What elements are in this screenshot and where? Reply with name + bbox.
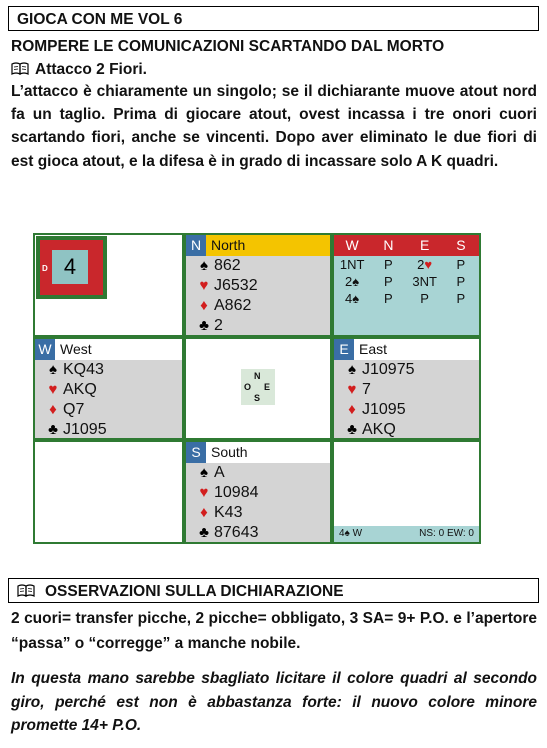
west-name: West xyxy=(60,341,92,357)
lead-line xyxy=(11,58,537,81)
south-diamonds: ♦ K43 xyxy=(186,503,330,523)
north-hearts: ♥ J6532 xyxy=(186,276,330,296)
observations-paragraph-1: 2 cuori= transfer picche, 2 picche= obbligato, 3 SA= 9+ P.O. e l’apertore “passa” o “correggе” a manche nobile. xyxy=(11,610,537,652)
diamond-icon: ♦ xyxy=(49,401,57,418)
west-diamonds: ♦ Q7 xyxy=(35,400,182,420)
heart-icon: ♥ xyxy=(199,484,209,501)
east-diamonds: ♦ J1095 xyxy=(334,400,479,420)
east-spades: ♠ J10975 xyxy=(334,360,479,380)
north-diamonds: ♦ A862 xyxy=(186,296,330,316)
bidding-row: 2♠ P 3NT P xyxy=(345,274,466,289)
south-clubs: ♣ 87643 xyxy=(186,523,330,543)
contract-label: 4♠ W xyxy=(339,528,363,539)
book-icon xyxy=(11,62,29,75)
north-spades: ♠ 862 xyxy=(186,256,330,276)
heart-icon: ♥ xyxy=(347,381,357,398)
header-title-text: GIOCA CON ME VOL 6 xyxy=(17,11,183,28)
board-number: 4 xyxy=(63,254,77,279)
observations-header xyxy=(8,578,539,603)
west-hand xyxy=(33,337,184,440)
bidding-row: 1NT P 2♥ P xyxy=(339,257,466,272)
east-seat-badge: E xyxy=(334,339,354,360)
spade-icon: ♠ xyxy=(200,464,208,481)
spade-icon: ♠ xyxy=(200,257,208,274)
observations-title: OSSERVAZIONI SULLA DICHIARAZIONE xyxy=(45,583,344,600)
south-hearts: ♥ 10984 xyxy=(186,483,330,503)
east-hearts: ♥ 7 xyxy=(334,380,479,400)
club-icon: ♣ xyxy=(199,317,209,334)
compass-icon: N O E S xyxy=(241,369,275,405)
south-seat-badge: S xyxy=(186,442,206,463)
bridge-board xyxy=(33,233,481,544)
spade-icon: ♠ xyxy=(348,361,356,378)
north-seat-badge: N xyxy=(186,235,206,256)
south-name: South xyxy=(211,444,248,460)
west-clubs: ♣ J1095 xyxy=(35,420,182,440)
east-name: East xyxy=(359,341,388,357)
heart-icon: ♥ xyxy=(48,381,58,398)
north-clubs: ♣ 2 xyxy=(186,316,330,336)
east-hand xyxy=(332,337,481,440)
club-icon: ♣ xyxy=(347,421,357,438)
west-hearts: ♥ AKQ xyxy=(35,380,182,400)
north-hand xyxy=(184,233,332,337)
result-panel xyxy=(332,440,481,544)
result-bar xyxy=(334,526,479,542)
club-icon: ♣ xyxy=(48,421,58,438)
west-spades: ♠ KQ43 xyxy=(35,360,182,380)
diamond-icon: ♦ xyxy=(200,297,208,314)
north-name: North xyxy=(211,237,246,253)
score-label: NS: 0 EW: 0 xyxy=(419,528,474,539)
bidding-header: W N E S xyxy=(334,235,479,256)
bidding-row: 4♠ P P P xyxy=(345,291,466,306)
page-header-title xyxy=(8,6,539,31)
compass-panel xyxy=(184,337,332,440)
heart-icon: ♥ xyxy=(199,277,209,294)
observations-paragraph-2: In questa mano sarebbe sbagliato licitare il colore quadri al secondo giro, perché est non è abbastanza forte: il nuovo colore minore promette 14+ P.O. xyxy=(11,670,537,734)
south-spades: ♠ A xyxy=(186,463,330,483)
diamond-icon: ♦ xyxy=(348,401,356,418)
bidding-table xyxy=(332,233,481,337)
west-seat-badge: W xyxy=(35,339,55,360)
south-hand xyxy=(184,440,332,544)
section-subtitle: ROMPERE LE COMUNICAZIONI SCARTANDO DAL MORTO xyxy=(11,38,445,55)
book-icon xyxy=(17,584,35,597)
empty-panel xyxy=(33,440,184,544)
body-paragraph: L’attacco è chiaramente un singolo; se il dichiarante muove atout nord fa un taglio. Prima di giocare atout, ovest incassa i tre onori cuori scartando fiori, anche se vincenti. Dopo aver eliminato le due fiori di est gioca atout, e la difesa è in grado di incassare solo A K quadri. xyxy=(11,83,537,170)
east-clubs: ♣ AKQ xyxy=(334,420,479,440)
dealer-label: D xyxy=(42,264,48,273)
board-number-panel xyxy=(33,233,184,337)
board-number-box xyxy=(36,236,107,299)
diamond-icon: ♦ xyxy=(200,504,208,521)
club-icon: ♣ xyxy=(199,524,209,541)
spade-icon: ♠ xyxy=(49,361,57,378)
lead-text: Attacco 2 Fiori. xyxy=(35,61,147,78)
